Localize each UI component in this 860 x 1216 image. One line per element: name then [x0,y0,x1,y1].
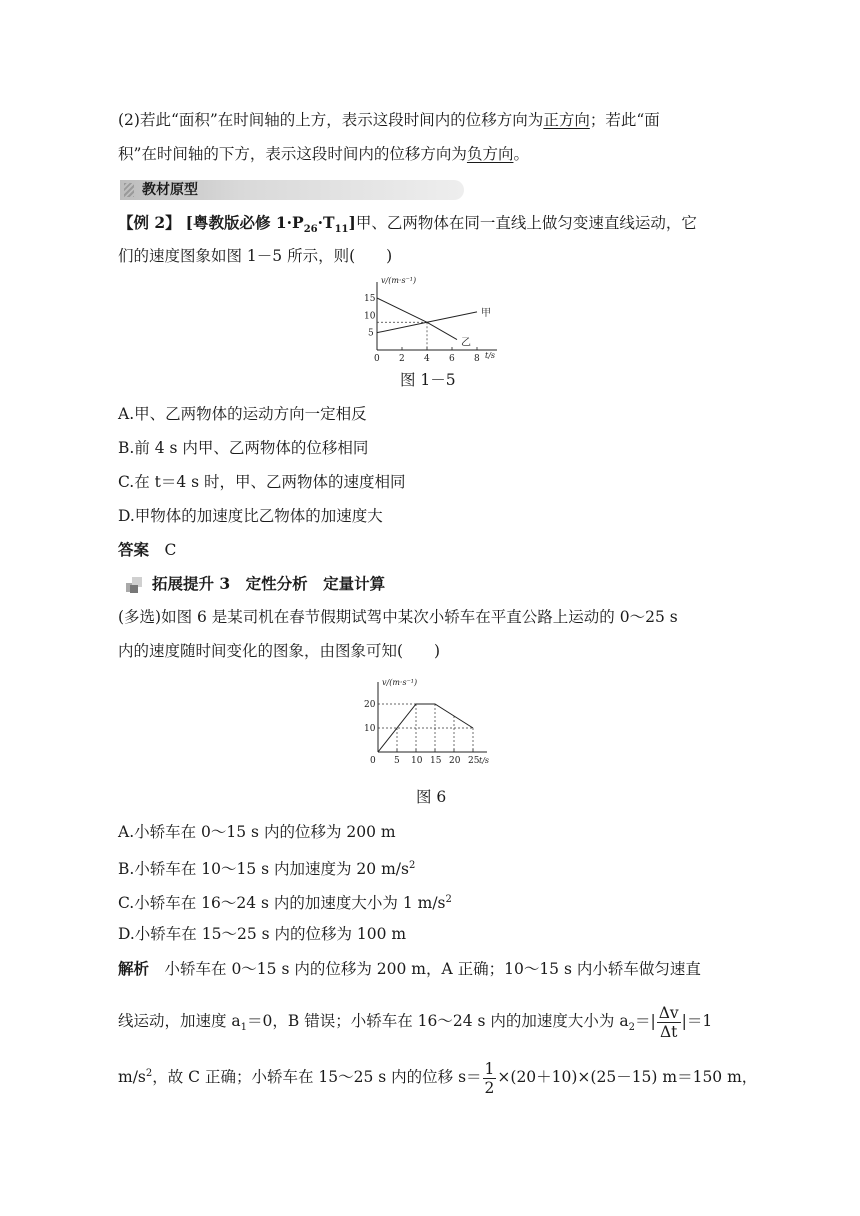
solution-text: |＝1 [681,1012,713,1030]
problem-option-a: A.小轿车在 0～15 s 内的位移为 200 m [118,823,396,841]
solution-text: m/s [118,1068,146,1087]
example-stem: 们的速度图象如图 1－5 所示，则( ) [118,247,393,265]
y-tick-label: 20 [364,700,376,710]
x-tick-label: 4 [424,354,430,364]
example-stem-line-1 [118,212,697,241]
solution-text: 线运动，加速度 a [118,1012,241,1030]
subscript: 2 [628,1022,635,1034]
option-c: C.在 t＝4 s 时，甲、乙两物体的速度相同 [118,473,406,491]
problem-option-c-text: C.小轿车在 16～24 s 内的加速度大小为 1 m/s [118,894,446,913]
intro-line-1 [118,109,660,131]
solution-line-2 [118,1003,712,1046]
problem-option-c [118,889,452,914]
intro-text: 积”在时间轴的下方，表示这段时间内的位移方向为 [118,145,467,163]
x-tick-label: 6 [449,354,455,364]
problem-option-b-text: B.小轿车在 10～15 s 内加速度为 20 m/s [118,860,409,879]
figure-caption-1-5: 图 1－5 [400,371,456,389]
x-tick-label: 0 [370,756,376,766]
solution-text: ＝| [634,1012,656,1030]
example-stem: 甲、乙两物体在同一直线上做匀变速直线运动，它 [355,214,697,232]
section-squares-icon [126,577,142,593]
x-tick-label: 10 [411,756,423,766]
example-source: [粤教版必修 $1\cdot P_{26}\cdot T_{11}$] [185,213,356,236]
figure-caption-6: 图 6 [416,788,447,806]
intro-underlined: 正方向 [543,111,590,129]
banner-stripe-icon [124,183,134,197]
x-tick-label: 20 [449,756,461,766]
option-d: D.甲物体的加速度比乙物体的加速度大 [118,507,383,525]
intro-line-2 [118,143,529,165]
velocity-chart-1-5 [360,270,510,366]
example-stem-line-2 [118,245,392,267]
y-tick-label: 5 [368,328,374,339]
solution-text: ，故 C 正确；小轿车在 15～25 s 内的位移 s＝ [152,1068,482,1087]
superscript: 2 [408,860,416,871]
intro-text: 。 [513,145,529,163]
problem-option-d: D.小轿车在 15～25 s 内的位移为 100 m [118,925,407,943]
answer-line [118,539,176,561]
section-banner [120,180,464,200]
section-title-text: 拓展提升 3 定性分析 定量计算 [152,574,386,593]
fraction-one-half: $\frac{1}{2}$ [484,1059,495,1097]
x-axis-label: t/s [479,756,490,765]
y-tick-label: 10 [364,724,376,734]
answer-label: 答案 [118,540,150,559]
problem-stem-line-2: 内的速度随时间变化的图象，由图象可知( ) [118,642,441,660]
x-tick-label: 25 [468,756,480,766]
subscript: 1 [240,1022,248,1034]
x-tick-label: 15 [430,756,442,766]
example-tag: 【例 2】 [118,213,181,232]
superscript: 2 [145,1068,153,1079]
option-b: B.前 4 s 内甲、乙两物体的位移相同 [118,439,369,457]
solution-text: 小轿车在 0～15 s 内的位移为 200 m，A 正确；10～15 s 内小轿车做匀速直 [164,960,701,978]
x-tick-label: 0 [374,354,380,364]
solution-line-1 [118,958,701,980]
intro-underlined: 负方向 [466,145,514,163]
problem-stem-line-1: (多选)如图 6 是某司机在春节假期试驾中某次小轿车在平直公路上运动的 0～25 s [118,608,678,626]
option-a: A.甲、乙两物体的运动方向一定相反 [118,405,367,423]
y-axis-label: v/(m·s⁻¹) [382,678,418,687]
series-label: 甲 [481,307,491,319]
fraction-dv-dt: $\frac{\Delta v}{\Delta t}$ [658,1003,679,1041]
solution-text: ＝0，B 错误；小轿车在 16～24 s 内的加速度大小为 a [247,1012,629,1030]
solution-label: 解析 [118,959,150,978]
x-tick-label: 2 [399,354,405,364]
solution-line-3 [118,1056,757,1097]
superscript: 2 [445,894,452,905]
y-tick-label: 10 [364,311,376,322]
answer-value: C [164,541,177,559]
solution-text: ×(20＋10)×(25－15) m＝150 m， [497,1068,758,1087]
banner-label: 教材原型 [142,182,198,198]
x-tick-label: 8 [474,354,480,364]
x-axis-label: t/s [485,351,496,360]
velocity-chart-6 [362,672,504,770]
x-tick-label: 5 [394,756,400,766]
y-axis-label: v/(m·s⁻¹) [381,276,417,285]
intro-text: (2)若此“面积”在时间轴的上方，表示这段时间内的位移方向为 [118,111,544,129]
y-tick-label: 15 [364,294,376,304]
intro-text: ；若此“面 [589,111,660,129]
series-label: 乙 [461,337,471,349]
section-title [152,573,385,595]
problem-option-b [118,855,415,880]
